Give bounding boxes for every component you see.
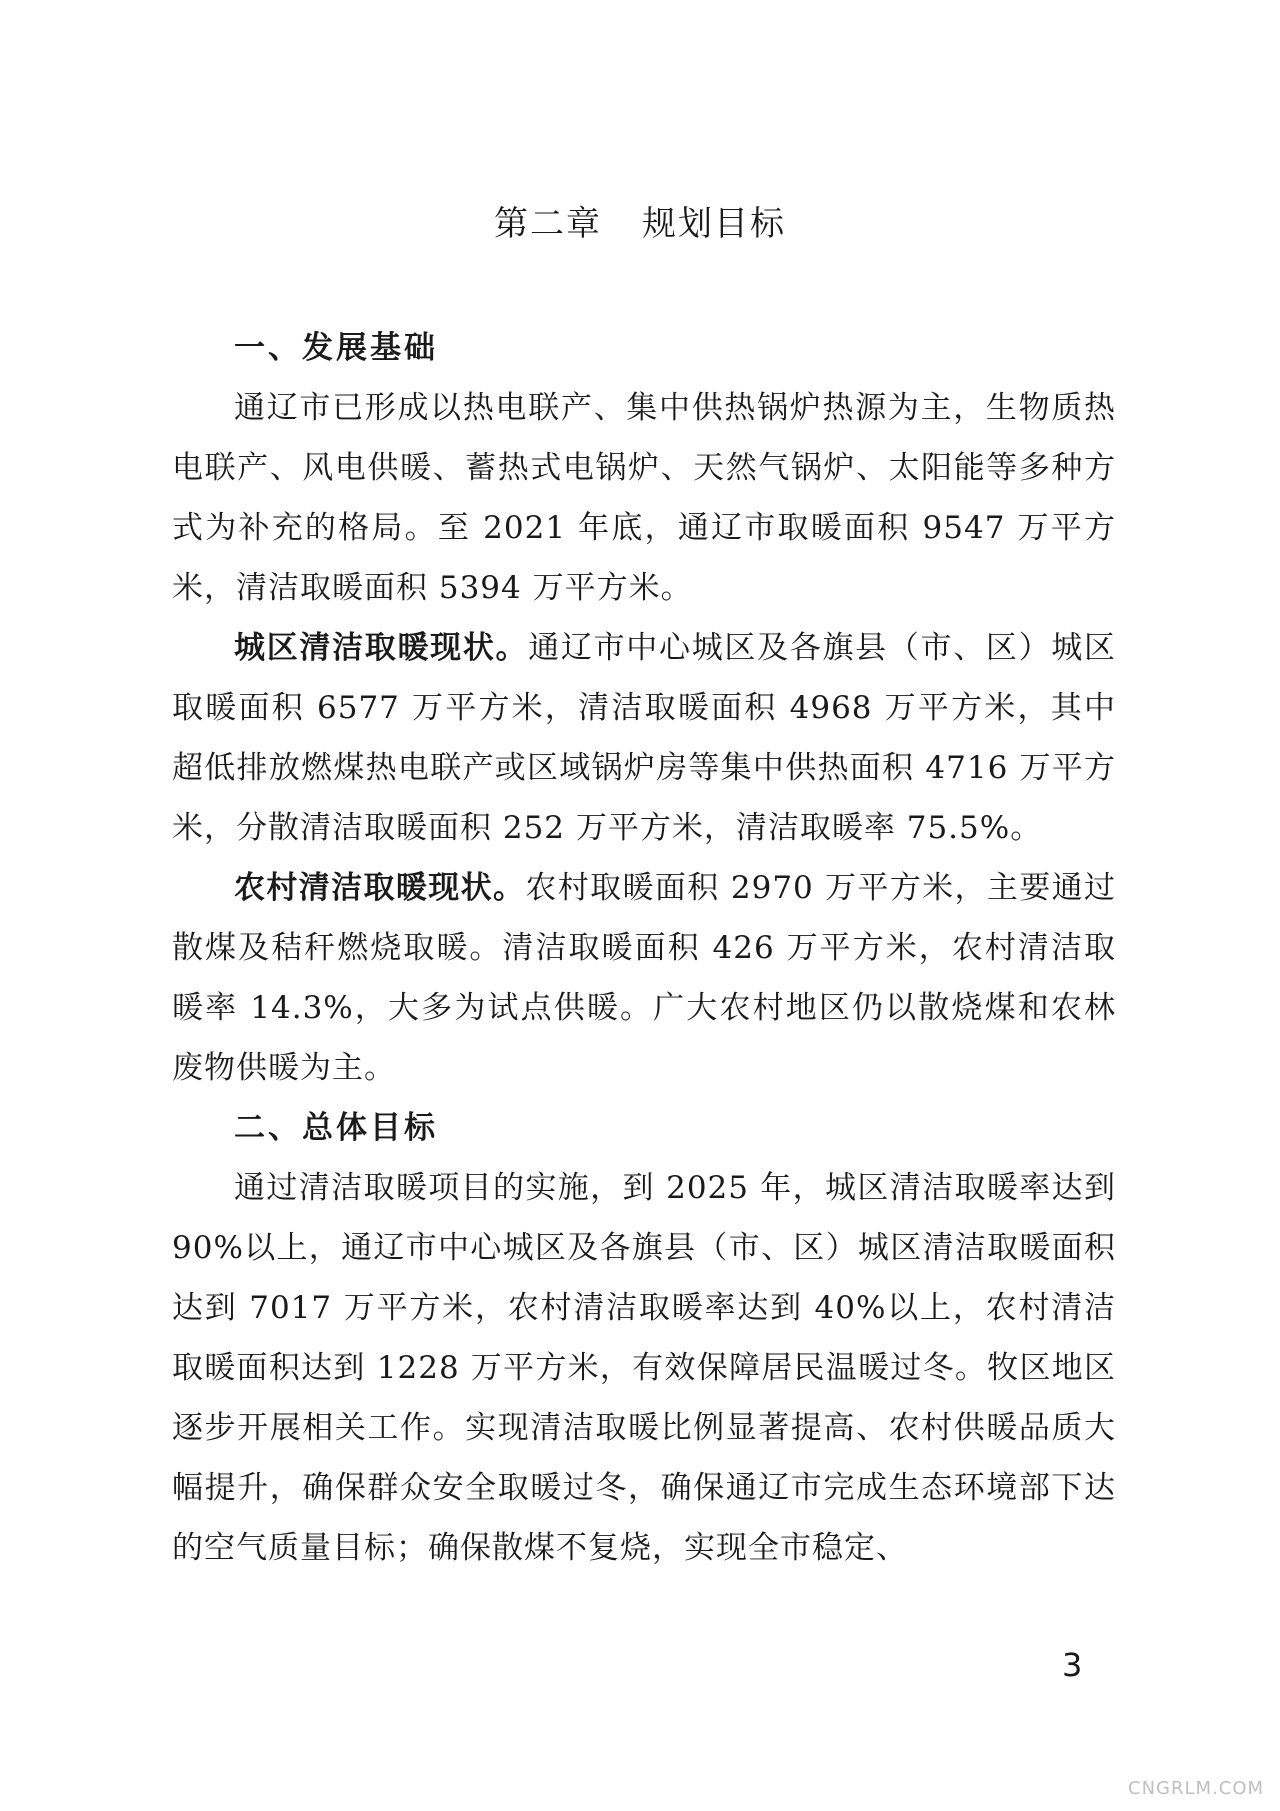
paragraph-urban-status	[172, 618, 1116, 858]
section-heading-overall-goals: 二、总体目标	[234, 1110, 438, 1146]
chapter-label: 第二章	[494, 204, 602, 244]
watermark: CNGRLM.COM	[1128, 1778, 1265, 1799]
rural-status-lead: 农村清洁取暖现状。	[234, 870, 526, 906]
page-number: 3	[1062, 1646, 1083, 1684]
chapter-title	[0, 196, 1280, 245]
urban-status-lead: 城区清洁取暖现状。	[234, 630, 529, 666]
section-heading-development-basis: 一、发展基础	[234, 330, 438, 366]
body-text	[172, 318, 1116, 1578]
rural-status-text: 农村取暖面积 2970 万平方米，主要通过散煤及秸秆燃烧取暖。清洁取暖面积 426 万平方米，农村清洁取暖率 14.3%，大多为试点供暖。广大农村地区仍以散烧煤和农林废物供暖为主。	[172, 870, 1116, 1086]
chapter-name: 规划目标	[642, 204, 786, 244]
paragraph-overall-goals: 通过清洁取暖项目的实施，到 2025 年，城区清洁取暖率达到 90%以上，通辽市中心城区及各旗县（市、区）城区清洁取暖面积达到 7017 万平方米，农村清洁取暖率达到 40%以上，农村清洁取暖面积达到 1228 万平方米，有效保障居民温暖过冬。牧区地区逐步开展相关工作。实现清洁取暖比例显著提高、农村供暖品质大幅提升，确保群众安全取暖过冬，确保通辽市完成生态环境部下达的空气质量目标；确保散煤不复烧，实现全市稳定、	[172, 1170, 1116, 1566]
paragraph-rural-status	[172, 858, 1116, 1098]
urban-status-text: 通辽市中心城区及各旗县（市、区）城区取暖面积 6577 万平方米，清洁取暖面积 4968 万平方米，其中超低排放燃煤热电联产或区域锅炉房等集中供热面积 4716 万平方米，分散清洁取暖面积 252 万平方米，清洁取暖率 75.5%。	[172, 630, 1117, 846]
paragraph-intro: 通辽市已形成以热电联产、集中供热锅炉热源为主，生物质热电联产、风电供暖、蓄热式电锅炉、天然气锅炉、太阳能等多种方式为补充的格局。至 2021 年底，通辽市取暖面积 9547 万平方米，清洁取暖面积 5394 万平方米。	[172, 390, 1116, 606]
